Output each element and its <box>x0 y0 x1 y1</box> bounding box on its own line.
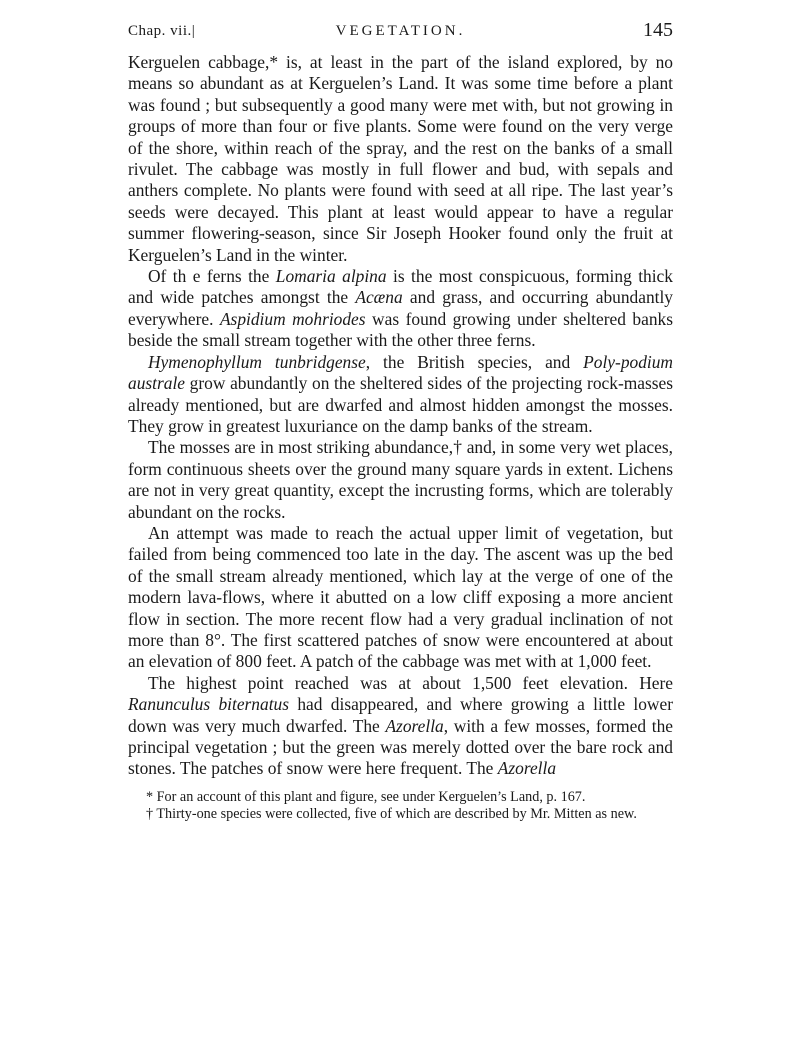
body-text <box>128 52 673 780</box>
page-title: VEGETATION. <box>335 23 466 39</box>
running-head <box>128 18 673 48</box>
paragraph <box>128 52 673 266</box>
book-page <box>128 18 673 824</box>
text-run: had disappeared, and where growing a little lower down was very much dwarfed. The <box>128 694 673 736</box>
paragraph <box>128 437 673 523</box>
italic-text: Lomaria alpina <box>275 266 387 287</box>
text-run: grow abundantly on the sheltered sides of the projecting rock-masses already mentioned, but are dwarfed and almost hidden amongst the mosses. They grow in greatest luxuriance on the damp banks of the stream. <box>128 373 673 436</box>
italic-text: Poly-podium australe <box>128 351 673 394</box>
text-run: Of th e ferns the <box>148 266 276 287</box>
italic-text: Acæna <box>355 287 403 308</box>
footnotes <box>128 789 673 824</box>
page-number: 145 <box>643 19 673 41</box>
text-run: is the most conspicuous, forming thick and wide patches amongst the <box>128 266 673 308</box>
text-run: was found growing under sheltered banks beside the small stream together with the other three ferns. <box>128 308 673 351</box>
paragraph <box>128 352 673 438</box>
chapter-label: Chap. vii.| <box>128 23 196 39</box>
text-run: , with a few mosses, formed the principal vegetation ; but the green was merely dotted over the bare rock and stones. The patches of snow were here frequent. The <box>128 715 674 779</box>
italic-text: Aspidium mohriodes <box>219 308 366 329</box>
footnote: † Thirty-one species were collected, five of which are described by Mr. Mitten as new. <box>146 806 637 823</box>
footnote: * For an account of this plant and figure, see under Kerguelen’s Land, p. 167. <box>146 788 586 805</box>
text-run: The highest point reached was at about 1,500 feet elevation. Here <box>148 672 673 693</box>
paragraph <box>128 523 673 673</box>
italic-text: Azorella <box>497 758 557 779</box>
text-run: The mosses are in most striking abundance,† and, in some very wet places, form continuous sheets over the ground many square yards in extent. Lichens are not in very great quantity, except the incrusting forms, which are tolerably abundant on the rocks. <box>128 437 673 522</box>
text-run: Kerguelen cabbage,* is, at least in the part of the island explored, by no means so abundant as at Kerguelen’s Land. It was some time before a plant was found ; but subsequently a good many were met with, but not growing in groups of more than four or five plants. Some were found on the very verge of the shore, within reach of the spray, and the rest on the banks of a small rivulet. The cabbage was mostly in full flower and bud, with sepals and anthers complete. No plants were found with seed at all ripe. The last year’s seeds were decayed. This plant at least would appear to have a regular summer flowering-season, since Sir Joseph Hooker found only the fruit at Kerguelen’s Land in the winter. <box>128 52 673 265</box>
paragraph <box>128 266 673 352</box>
italic-text: Azorella <box>385 715 444 736</box>
italic-text: Hymenophyllum tunbridgense <box>148 351 366 372</box>
text-run: An attempt was made to reach the actual upper limit of vegetation, but failed from being commenced too late in the day. The ascent was up the bed of the small stream already mentioned, which lay at the verge of one of the modern lava-flows, where it abutted on a low cliff exposing a more ancient flow in section. The more recent flow had a very gradual inclination of not more than 8°. The first scattered patches of snow were encountered at about an elevation of 800 feet. A patch of the cabbage was met with at 1,000 feet. <box>128 522 673 672</box>
paragraph <box>128 673 673 780</box>
text-run: and grass, and occurring abundantly everywhere. <box>128 287 673 329</box>
text-run: , the British species, and <box>365 351 584 372</box>
italic-text: Ranunculus biternatus <box>128 694 289 715</box>
